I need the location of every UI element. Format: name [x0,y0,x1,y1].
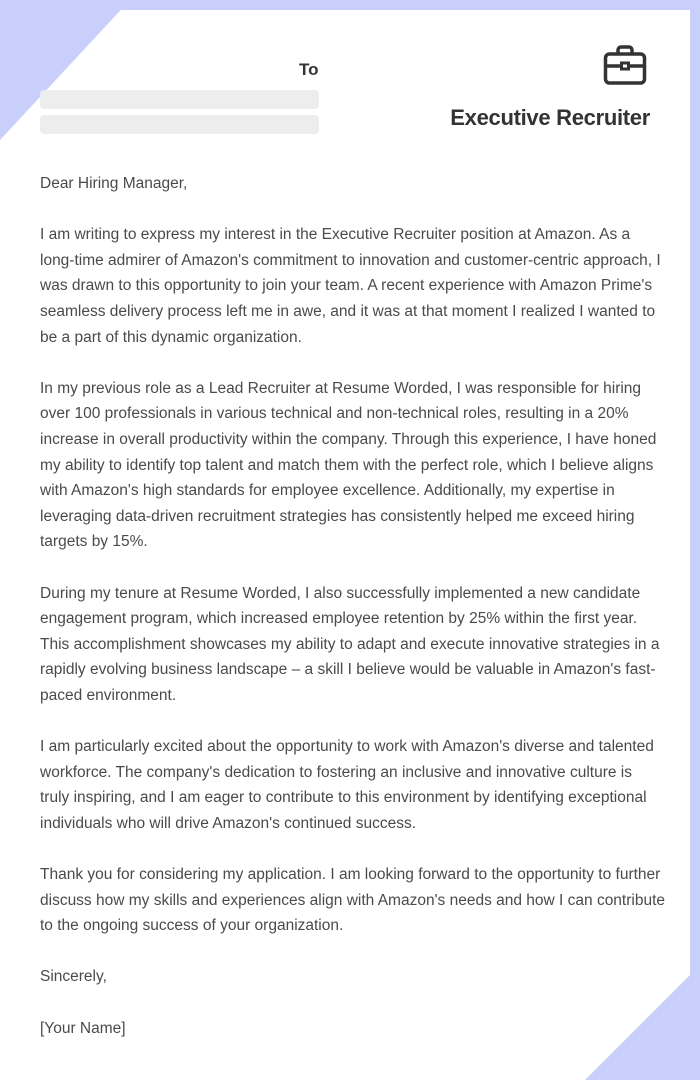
paragraph: In my previous role as a Lead Recruiter at Resume Worded, I was responsible for hiring over 100 professionals in various technical and non-technical roles, resulting in a 20% increase in overall productivity within the company. Through this experience, I have honed my ability to identify top talent and match them with the perfect role, which I believe aligns with Amazon's high standards for employee excellence. Additionally, my expertise in leveraging data-driven recruitment strategies has consistently helped me exceed hiring targets by 15%. [40,379,657,551]
paragraph: Thank you for considering my application. I am looking forward to the opportunity to further discuss how my skills and experiences align with Amazon's needs and how I can contribute to the ongoing success of your organization. [40,866,666,935]
briefcase-icon [603,44,647,86]
recipient-placeholder-line-1 [40,90,319,109]
paragraph: I am writing to express my interest in the Executive Recruiter position at Amazon. As a long-time admirer of Amazon's commitment to innovation and customer-centric approach, I was drawn to this opportunity to join your team. A recent experience with Amazon Prime's seamless delivery process left me in awe, and it was at that moment I realized I wanted to be a part of this dynamic organization. [40,226,661,346]
signature: [Your Name] [40,1019,126,1037]
salutation: Dear Hiring Manager, [40,175,188,192]
letter-body [40,171,665,1041]
to-label: To [299,60,319,79]
job-title: Executive Recruiter [450,105,650,130]
paragraph: I am particularly excited about the opportunity to work with Amazon's diverse and talented workforce. The company's dedication to fostering an inclusive and innovative culture is truly inspiring, and I am eager to contribute to this environment by identifying exceptional individuals who will drive Amazon's continued success. [40,738,654,832]
paragraph: During my tenure at Resume Worded, I also successfully implemented a new candidate engagement program, which increased employee retention by 25% within the first year. This accomplishment showcases my ability to adapt and execute innovative strategies in a rapidly evolving business landscape – a skill I believe would be valuable in Amazon's fast-paced environment. [40,584,660,704]
recipient-placeholder-line-2 [40,115,319,134]
closing: Sincerely, [40,968,107,986]
